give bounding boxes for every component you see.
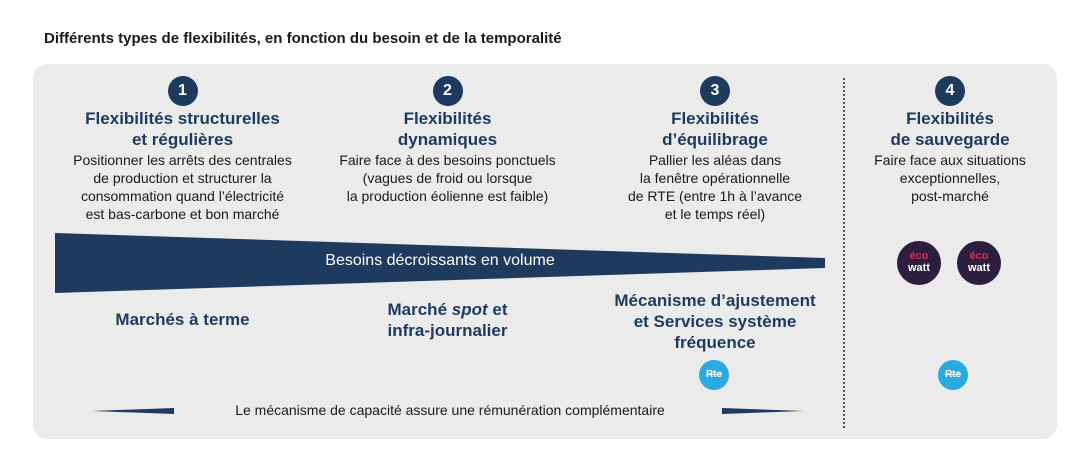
ecowatt-eco-text: éco	[969, 250, 989, 262]
column-description: Faire face aux situations exceptionnelles, post-marché	[874, 152, 1026, 204]
ecowatt-logo	[957, 241, 1001, 285]
column-description: Faire face à des besoins ponctuels (vagues de froid ou lorsque la production éolienne est faible)	[339, 152, 556, 204]
step-number-1: 1	[168, 76, 198, 106]
ecowatt-logo	[897, 241, 941, 285]
column-heading: Flexibilités dynamiques	[397, 109, 498, 149]
column-dynamic	[320, 76, 575, 205]
capacity-mechanism-text: Le mécanisme de capacité assure une rémunération complémentaire	[235, 402, 665, 418]
ecowatt-watt-text: watt	[968, 262, 990, 274]
column-balancing	[590, 76, 840, 223]
diagram-title: Différents types de flexibilités, en fonction du besoin et de la temporalité	[44, 30, 562, 47]
market-forward: Marchés à terme	[115, 310, 250, 329]
capacity-line-left	[92, 408, 177, 414]
market-spot-prefix: Marché	[387, 300, 452, 319]
column-description: Pallier les aléas dans la fenêtre opérationnelle de RTE (entre 1h à l’avance et le temps réel)	[627, 152, 803, 222]
rte-logo-text: Rte	[705, 369, 723, 380]
column-heading: Flexibilités structurelles et régulières	[85, 109, 280, 149]
rte-logo-text: Rte	[944, 369, 962, 380]
step-number-3: 3	[700, 76, 730, 106]
rte-logo	[699, 360, 729, 390]
step-number-4: 4	[935, 76, 965, 106]
market-spot	[320, 299, 575, 341]
ecowatt-eco-text: éco	[909, 250, 929, 262]
column-heading: Flexibilités d’équilibrage	[662, 109, 768, 149]
ecowatt-watt-text: watt	[908, 262, 930, 274]
wedge-label: Besoins décroissants en volume	[325, 252, 555, 269]
market-spot-italic: spot	[451, 300, 488, 319]
step-number-2: 2	[433, 76, 463, 106]
market-spot-suffix: et infra-journalier	[387, 300, 508, 340]
column-description: Positionner les arrêts des centrales de production et structurer la consommation quand l’électricité est bas-carbone et bon marché	[73, 152, 292, 222]
rte-logo	[938, 360, 968, 390]
column-structural	[55, 76, 310, 223]
safeguard-divider	[843, 78, 845, 428]
market-balancing: Mécanisme d’ajustement et Services système fréquence	[614, 291, 816, 352]
column-safeguard	[850, 76, 1050, 205]
column-heading: Flexibilités de sauvegarde	[890, 109, 1010, 149]
capacity-line-right	[722, 408, 807, 414]
